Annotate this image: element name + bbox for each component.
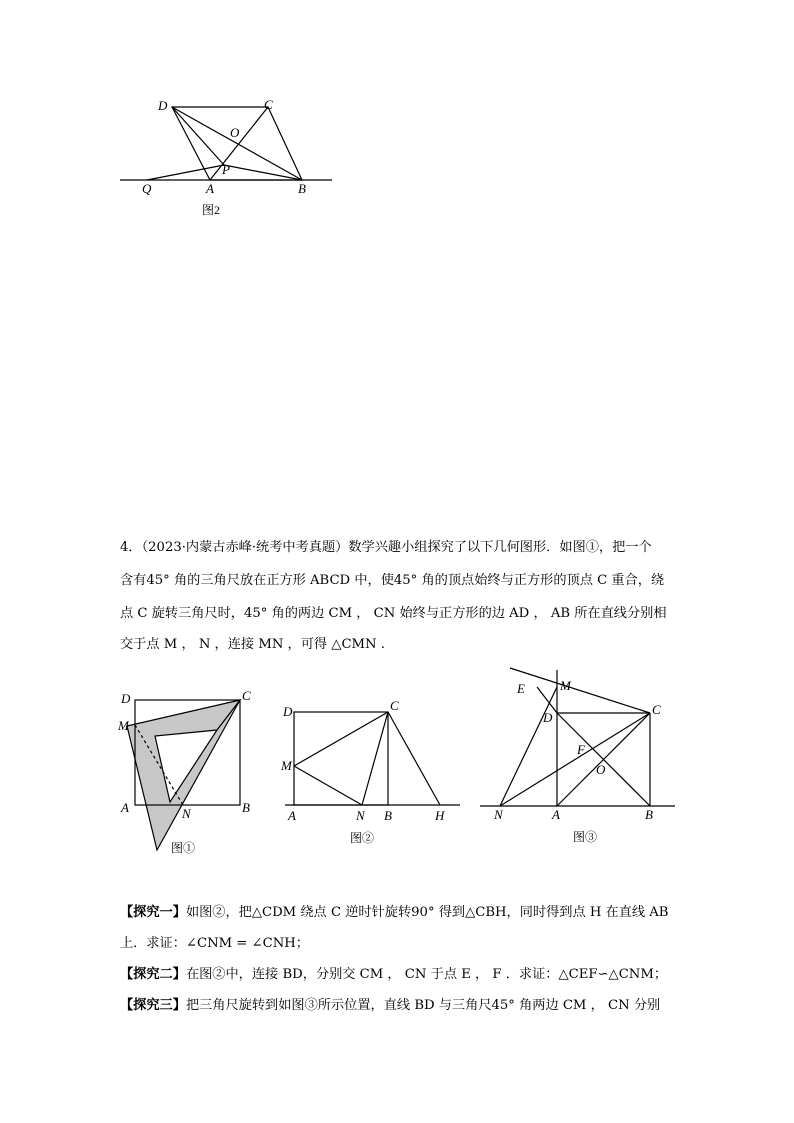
figure-2-explore-diagram (280, 700, 465, 850)
label-d: D (158, 98, 168, 113)
caption-fig1: 图① (171, 841, 196, 855)
label-n: N (356, 808, 365, 823)
label-c: C (264, 97, 273, 112)
explore-3-text: 把三角尺旋转到如图③所示位置，直线 BD 与三角尺45° 角两边 CM ， CN 分别 (185, 998, 661, 1013)
caption-fig2-explore: 图② (350, 831, 375, 845)
explore-1-tag: 【探究一】 (120, 905, 186, 920)
segment-mn (294, 766, 362, 805)
problem-line-1: 4．（2023·内蒙古赤峰·统考中考真题）数学兴趣小组探究了以下几何图形．如图①，把一个 (120, 540, 652, 555)
label-n: N (182, 806, 191, 821)
segment-cm (294, 712, 388, 766)
triangle-ruler (127, 700, 240, 850)
explore-2-text: 在图②中，连接 BD，分别交 CM ， CN 于点 E ， F ．求证：△CEF∽△CNM； (185, 967, 668, 982)
figure-1 (115, 690, 275, 860)
segment-pb (224, 165, 302, 180)
caption-fig2: 图2 (202, 203, 221, 217)
segment-cn (362, 712, 388, 805)
explore-3-tag: 【探究三】 (120, 998, 186, 1013)
label-a: A (206, 181, 214, 196)
label-b: B (384, 808, 392, 823)
figure-1-diagram (115, 690, 275, 860)
problem-line-4: 交于点 M ， N ，连接 MN ，可得 △CMN . (120, 637, 385, 652)
label-o: O (596, 762, 606, 777)
figure-2 (120, 95, 340, 225)
figure-2-explore (280, 700, 465, 850)
label-c: C (652, 702, 661, 717)
explore-2-tag: 【探究二】 (120, 967, 186, 982)
explore-1-text: 如图②，把△CDM 绕点 C 逆时针旋转90° 得到△CBH，同时得到点 H 在直线 AB (185, 905, 669, 920)
label-q: Q (142, 181, 152, 196)
explore-2-line (120, 968, 667, 981)
explore-3-line (120, 999, 660, 1012)
label-b: B (645, 807, 653, 822)
explore-1-line-2: 上．求证：∠CNM = ∠CNH； (120, 936, 309, 951)
figure-2-diagram (120, 95, 340, 225)
label-m: M (118, 718, 129, 733)
label-c: C (390, 698, 399, 713)
label-a: A (121, 800, 129, 815)
label-a: A (288, 808, 296, 823)
label-p: P (222, 162, 230, 177)
figure-3-diagram (475, 665, 680, 850)
label-f: F (577, 742, 585, 757)
figure-3 (475, 665, 680, 850)
segment-ch (388, 712, 440, 805)
label-d: D (543, 710, 553, 725)
label-c: C (242, 688, 251, 703)
problem-line-2: 含有45° 角的三角尺放在正方形 ABCD 中，使45° 角的顶点始终与正方形的顶点 C 重合，绕 (120, 573, 665, 588)
explore-1-line-1 (120, 906, 669, 919)
label-o: O (230, 125, 240, 140)
label-e: E (517, 681, 525, 696)
caption-fig3: 图③ (573, 830, 598, 844)
label-m: M (281, 758, 292, 773)
label-m: M (560, 678, 571, 693)
label-h: H (435, 808, 445, 823)
line-ce (510, 668, 650, 713)
label-n: N (494, 807, 503, 822)
diagonal-ca (210, 107, 268, 180)
label-a: A (552, 807, 560, 822)
label-d: D (283, 704, 293, 719)
label-b: B (242, 800, 250, 815)
label-d: D (121, 691, 131, 706)
label-b: B (298, 181, 306, 196)
problem-line-3: 点 C 旋转三角尺时，45° 角的两边 CM ， CN 始终与正方形的边 AD ， AB 所在直线分别相 (120, 606, 667, 621)
